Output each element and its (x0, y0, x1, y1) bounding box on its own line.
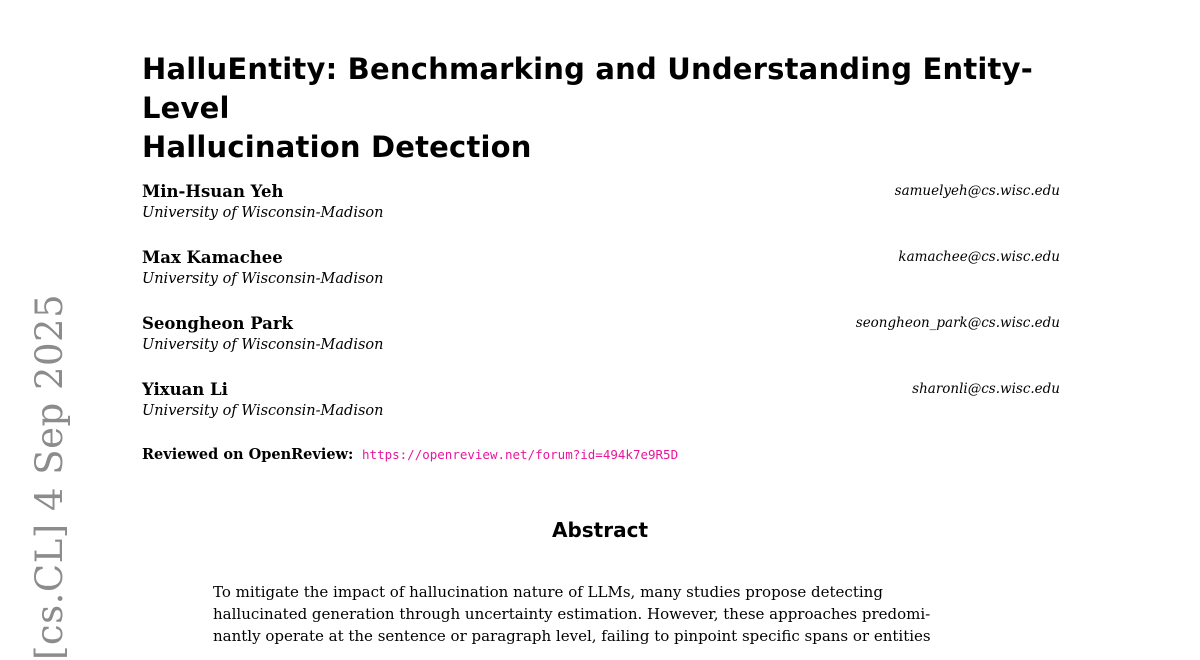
abstract-line: hallucinated generation through uncertainty estimation. However, these approaches predomi- (213, 605, 931, 623)
author-affiliation: University of Wisconsin-Madison (142, 271, 384, 287)
abstract-line: nantly operate at the sentence or paragraph level, failing to pinpoint specific spans or entities (213, 627, 931, 645)
paper-title (142, 50, 1072, 167)
author-block (142, 313, 1060, 355)
openreview-line (142, 445, 678, 465)
openreview-link[interactable]: https://openreview.net/forum?id=494k7e9R5D (362, 447, 679, 462)
author-block (142, 247, 1060, 289)
author-name: Yixuan Li (142, 380, 228, 399)
title-line-2: Hallucination Detection (142, 130, 532, 164)
abstract-body (213, 581, 1003, 647)
arxiv-stamp: [cs.CL] 4 Sep 2025 (28, 293, 71, 660)
abstract-line: To mitigate the impact of hallucination nature of LLMs, many studies propose detecting (213, 583, 883, 601)
openreview-label: Reviewed on OpenReview: (142, 446, 354, 463)
author-email[interactable]: kamachee@cs.wisc.edu (898, 249, 1060, 265)
author-name: Min-Hsuan Yeh (142, 182, 284, 201)
author-affiliation: University of Wisconsin-Madison (142, 205, 384, 221)
author-block (142, 379, 1060, 421)
title-line-1: HalluEntity: Benchmarking and Understanding Entity-Level (142, 52, 1033, 125)
author-affiliation: University of Wisconsin-Madison (142, 403, 384, 419)
author-email[interactable]: seongheon_park@cs.wisc.edu (855, 315, 1060, 331)
author-email[interactable]: samuelyeh@cs.wisc.edu (894, 183, 1060, 199)
author-name: Max Kamachee (142, 248, 283, 267)
abstract-heading: Abstract (551, 518, 649, 542)
author-affiliation: University of Wisconsin-Madison (142, 337, 384, 353)
author-name: Seongheon Park (142, 314, 293, 333)
author-block (142, 181, 1060, 223)
author-email[interactable]: sharonli@cs.wisc.edu (912, 381, 1060, 397)
